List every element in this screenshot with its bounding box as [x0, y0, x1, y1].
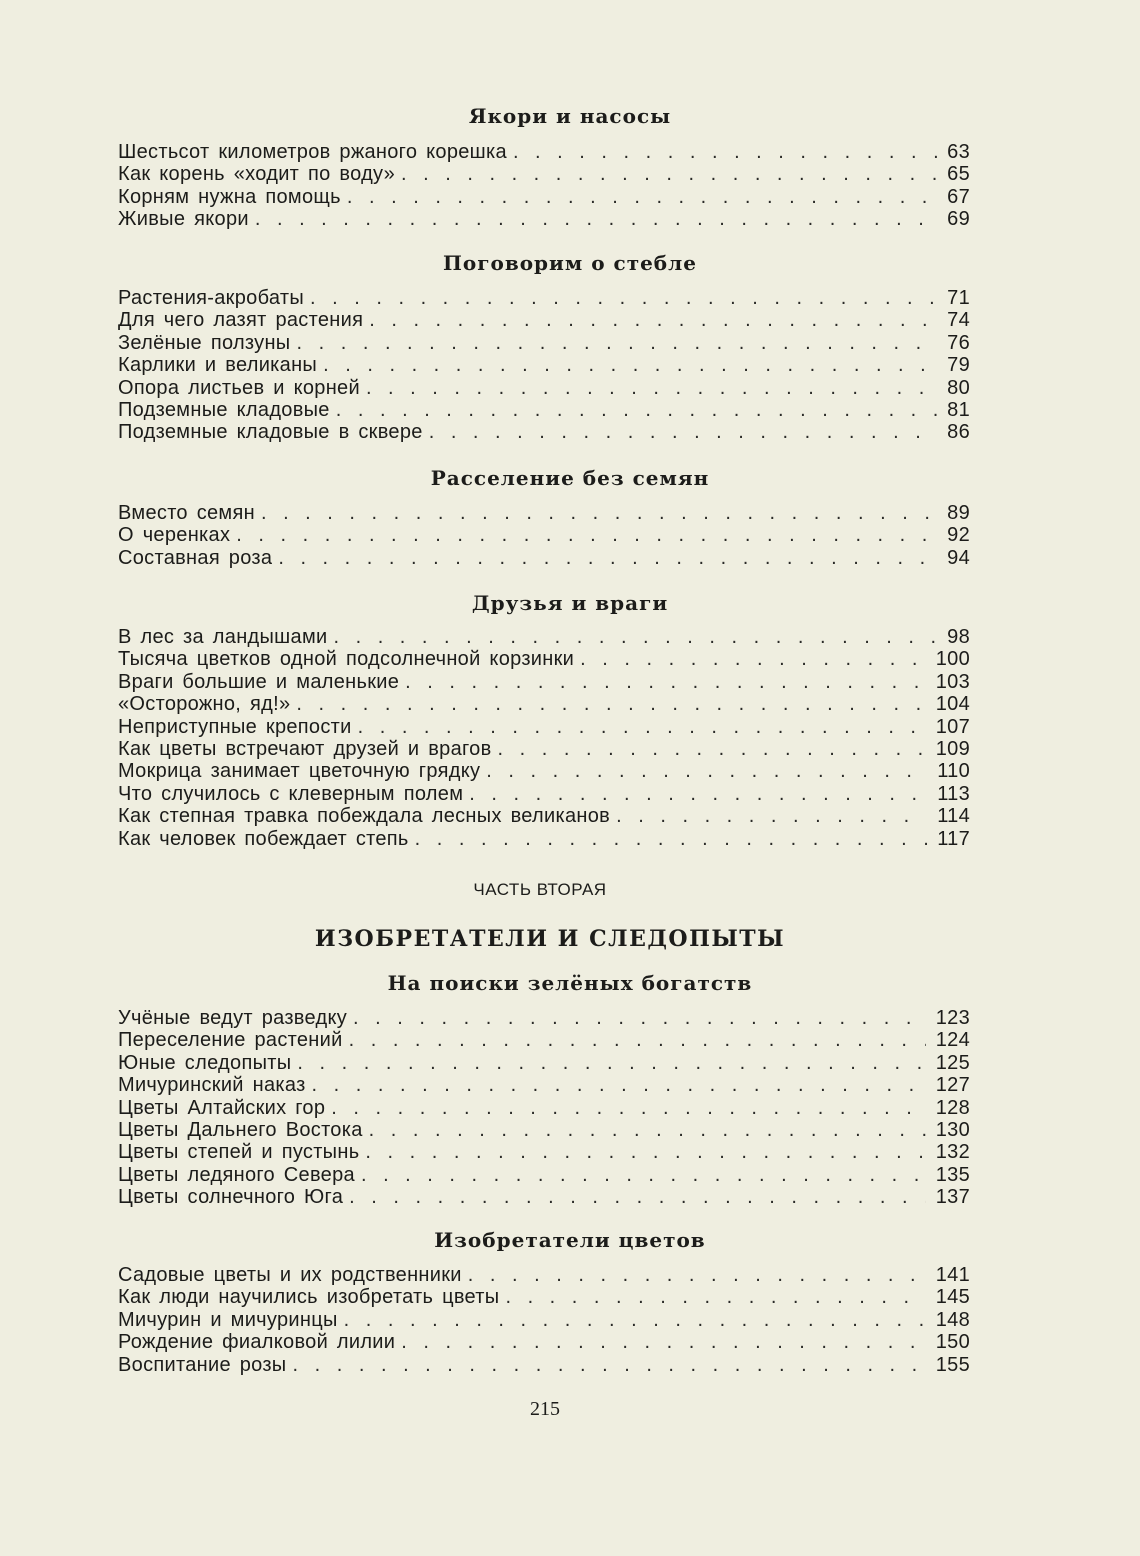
entry-page-number: 80: [947, 376, 970, 399]
dot-leader: [429, 421, 937, 443]
entry-title: Составная роза: [118, 546, 273, 569]
entry-page-number: 130: [935, 1118, 970, 1141]
entry-page-number: 128: [935, 1096, 970, 1119]
toc-entry[interactable]: [118, 1007, 970, 1029]
entry-page-number: 110: [937, 760, 970, 783]
entry-title: Живые якори: [118, 208, 249, 231]
dot-leader: [365, 1141, 925, 1163]
toc-entry[interactable]: [118, 1029, 970, 1051]
entry-title: Подземные кладовые в сквере: [118, 421, 423, 444]
entry-title: «Осторожно, яд!»: [118, 693, 291, 716]
entry-title: Мичурин и мичуринцы: [118, 1308, 338, 1331]
toc-entry[interactable]: [118, 354, 970, 376]
toc-entry[interactable]: [118, 1186, 970, 1208]
dot-leader: [349, 1029, 926, 1051]
dot-leader: [369, 1119, 926, 1141]
toc-entry[interactable]: [118, 287, 970, 309]
entry-page-number: 109: [935, 737, 970, 760]
dot-leader: [366, 377, 937, 399]
entry-title: Переселение растений: [118, 1029, 343, 1052]
entry-page-number: 123: [935, 1007, 970, 1029]
entry-page-number: 86: [947, 421, 970, 444]
toc-entry[interactable]: [118, 1119, 970, 1141]
entry-title: Опора листьев и корней: [118, 376, 360, 399]
dot-leader: [261, 502, 937, 524]
section-heading: Поговорим о стебле: [443, 251, 697, 275]
entry-title: Для чего лазят растения: [118, 309, 364, 332]
section-entries: [118, 1264, 970, 1376]
dot-leader: [498, 738, 926, 760]
dot-leader: [361, 1164, 926, 1186]
toc-entry[interactable]: [118, 502, 970, 524]
dot-leader: [297, 1052, 925, 1074]
toc-entry[interactable]: [118, 186, 970, 208]
dot-leader: [347, 186, 937, 208]
toc-entry[interactable]: [118, 421, 970, 443]
entry-page-number: 89: [947, 502, 970, 524]
entry-title: Зелёные ползуны: [118, 331, 291, 354]
entry-title: Тысяча цветков одной подсолнечной корзинки: [118, 648, 575, 671]
toc-entry[interactable]: [118, 1331, 970, 1353]
entry-title: Как корень «ходит по воду»: [118, 163, 395, 186]
section-heading: Расселение без семян: [430, 466, 710, 490]
entry-title: О черенках: [118, 524, 231, 547]
dot-leader: [369, 309, 937, 331]
dot-leader: [505, 1286, 925, 1308]
entry-title: Садовые цветы и их родственники: [118, 1264, 462, 1286]
section-entries: [118, 141, 970, 231]
toc-entry[interactable]: [118, 332, 970, 354]
entry-page-number: 107: [935, 715, 970, 738]
entry-page-number: 98: [947, 626, 970, 648]
page-number: 215: [530, 1398, 560, 1420]
dot-leader: [255, 208, 937, 230]
entry-title: Растения-акробаты: [118, 287, 304, 309]
dot-leader: [323, 354, 937, 376]
toc-entry[interactable]: [118, 1286, 970, 1308]
entry-page-number: 67: [947, 185, 970, 208]
dot-leader: [468, 1264, 926, 1286]
dot-leader: [353, 1007, 926, 1029]
dot-leader: [278, 547, 937, 569]
entry-page-number: 65: [947, 163, 970, 186]
entry-page-number: 92: [947, 524, 970, 547]
entry-title: Рождение фиалковой лилии: [118, 1331, 396, 1354]
entry-page-number: 155: [935, 1353, 970, 1376]
toc-entry[interactable]: [118, 805, 970, 827]
entry-page-number: 63: [947, 141, 970, 163]
entry-title: Учёные ведут разведку: [118, 1007, 348, 1029]
entry-page-number: 132: [935, 1141, 970, 1164]
entry-title: Шестьсот километров ржаного корешка: [118, 141, 507, 163]
entry-title: Как степная травка побеждала лесных великанов: [118, 805, 611, 828]
entry-title: Враги большие и маленькие: [118, 670, 400, 693]
toc-entry[interactable]: [118, 163, 970, 185]
entry-page-number: 100: [935, 648, 970, 671]
section-heading: Изобретатели цветов: [434, 1228, 706, 1252]
dot-leader: [616, 805, 927, 827]
dot-leader: [344, 1309, 926, 1331]
toc-entry[interactable]: [118, 1354, 970, 1376]
toc-entry[interactable]: [118, 141, 970, 163]
dot-leader: [310, 287, 937, 309]
dot-leader: [580, 648, 926, 670]
entry-page-number: 79: [947, 354, 970, 377]
toc-entry[interactable]: [118, 1164, 970, 1186]
toc-entry[interactable]: [118, 1074, 970, 1096]
toc-entry[interactable]: [118, 208, 970, 230]
entry-title: Мичуринский наказ: [118, 1074, 306, 1097]
dot-leader: [405, 671, 926, 693]
toc-entry[interactable]: [118, 671, 970, 693]
entry-page-number: 150: [935, 1331, 970, 1354]
toc-entry[interactable]: [118, 524, 970, 546]
entry-page-number: 103: [935, 670, 970, 693]
entry-title: Корням нужна помощь: [118, 185, 341, 208]
toc-entry[interactable]: [118, 693, 970, 715]
entry-title: Цветы ледяного Севера: [118, 1163, 355, 1186]
section-entries: [118, 502, 970, 569]
toc-entry[interactable]: [118, 626, 970, 648]
entry-title: Неприступные крепости: [118, 715, 352, 738]
entry-title: Цветы Дальнего Востока: [118, 1118, 363, 1141]
entry-title: В лес за ландышами: [118, 626, 328, 648]
entry-title: Цветы солнечного Юга: [118, 1186, 344, 1209]
dot-leader: [331, 1097, 925, 1119]
toc-entry[interactable]: [118, 309, 970, 331]
entry-page-number: 135: [935, 1163, 970, 1186]
section-entries: [118, 626, 970, 850]
section-entries: [118, 1007, 970, 1209]
entry-page-number: 124: [935, 1029, 970, 1052]
dot-leader: [513, 141, 937, 163]
toc-entry[interactable]: [118, 716, 970, 738]
toc-entry[interactable]: [118, 399, 970, 421]
toc-entry[interactable]: [118, 377, 970, 399]
entry-page-number: 104: [935, 693, 970, 716]
section-heading: На поиски зелёных богатств: [387, 971, 753, 995]
entry-page-number: 81: [947, 398, 970, 421]
section-heading: Друзья и враги: [471, 591, 669, 615]
entry-title: Что случилось с клеверным полем: [118, 782, 464, 805]
entry-title: Как цветы встречают друзей и врагов: [118, 737, 492, 760]
entry-page-number: 148: [935, 1308, 970, 1331]
dot-leader: [486, 760, 927, 782]
entry-page-number: 141: [935, 1264, 970, 1286]
entry-page-number: 69: [947, 208, 970, 231]
section-heading: Якори и насосы: [468, 104, 672, 128]
dot-leader: [236, 524, 937, 546]
toc-entry[interactable]: [118, 828, 970, 850]
entry-title: Мокрица занимает цветочную грядку: [118, 760, 481, 783]
entry-page-number: 74: [947, 309, 970, 332]
dot-leader: [293, 1354, 926, 1376]
entry-page-number: 71: [947, 287, 970, 309]
dot-leader: [296, 693, 925, 715]
entry-title: Воспитание розы: [118, 1353, 287, 1376]
entry-page-number: 114: [937, 805, 970, 828]
entry-page-number: 127: [935, 1074, 970, 1097]
dot-leader: [333, 626, 937, 648]
entry-title: Вместо семян: [118, 502, 255, 524]
dot-leader: [401, 163, 937, 185]
entry-title: Юные следопыты: [118, 1051, 292, 1074]
dot-leader: [349, 1186, 926, 1208]
dot-leader: [296, 332, 937, 354]
dot-leader: [336, 399, 937, 421]
section-entries: [118, 287, 970, 444]
toc-entry[interactable]: [118, 1309, 970, 1331]
toc-entry[interactable]: [118, 1264, 970, 1286]
toc-entry[interactable]: [118, 1141, 970, 1163]
entry-page-number: 76: [947, 331, 970, 354]
toc-entry[interactable]: [118, 1097, 970, 1119]
entry-page-number: 125: [935, 1051, 970, 1074]
entry-page-number: 113: [937, 782, 970, 805]
entry-page-number: 137: [935, 1186, 970, 1209]
part-title: ИЗОБРЕТАТЕЛИ И СЛЕДОПЫТЫ: [314, 926, 786, 952]
dot-leader: [415, 828, 928, 850]
toc-entry[interactable]: [118, 738, 970, 760]
toc-entry[interactable]: [118, 547, 970, 569]
dot-leader: [312, 1074, 926, 1096]
part-label: ЧАСТЬ ВТОРАЯ: [473, 880, 607, 899]
dot-leader: [469, 783, 927, 805]
entry-title: Цветы Алтайских гор: [118, 1096, 326, 1119]
entry-page-number: 117: [937, 827, 970, 850]
entry-title: Карлики и великаны: [118, 354, 318, 377]
dot-leader: [358, 716, 926, 738]
entry-title: Цветы степей и пустынь: [118, 1141, 360, 1164]
entry-title: Подземные кладовые: [118, 398, 330, 421]
dot-leader: [401, 1331, 925, 1353]
entry-title: Как человек побеждает степь: [118, 827, 409, 850]
toc-entry[interactable]: [118, 760, 970, 782]
entry-title: Как люди научились изобретать цветы: [118, 1286, 500, 1309]
entry-page-number: 94: [947, 546, 970, 569]
entry-page-number: 145: [935, 1286, 970, 1309]
toc-entry[interactable]: [118, 783, 970, 805]
toc-entry[interactable]: [118, 648, 970, 670]
toc-entry[interactable]: [118, 1052, 970, 1074]
